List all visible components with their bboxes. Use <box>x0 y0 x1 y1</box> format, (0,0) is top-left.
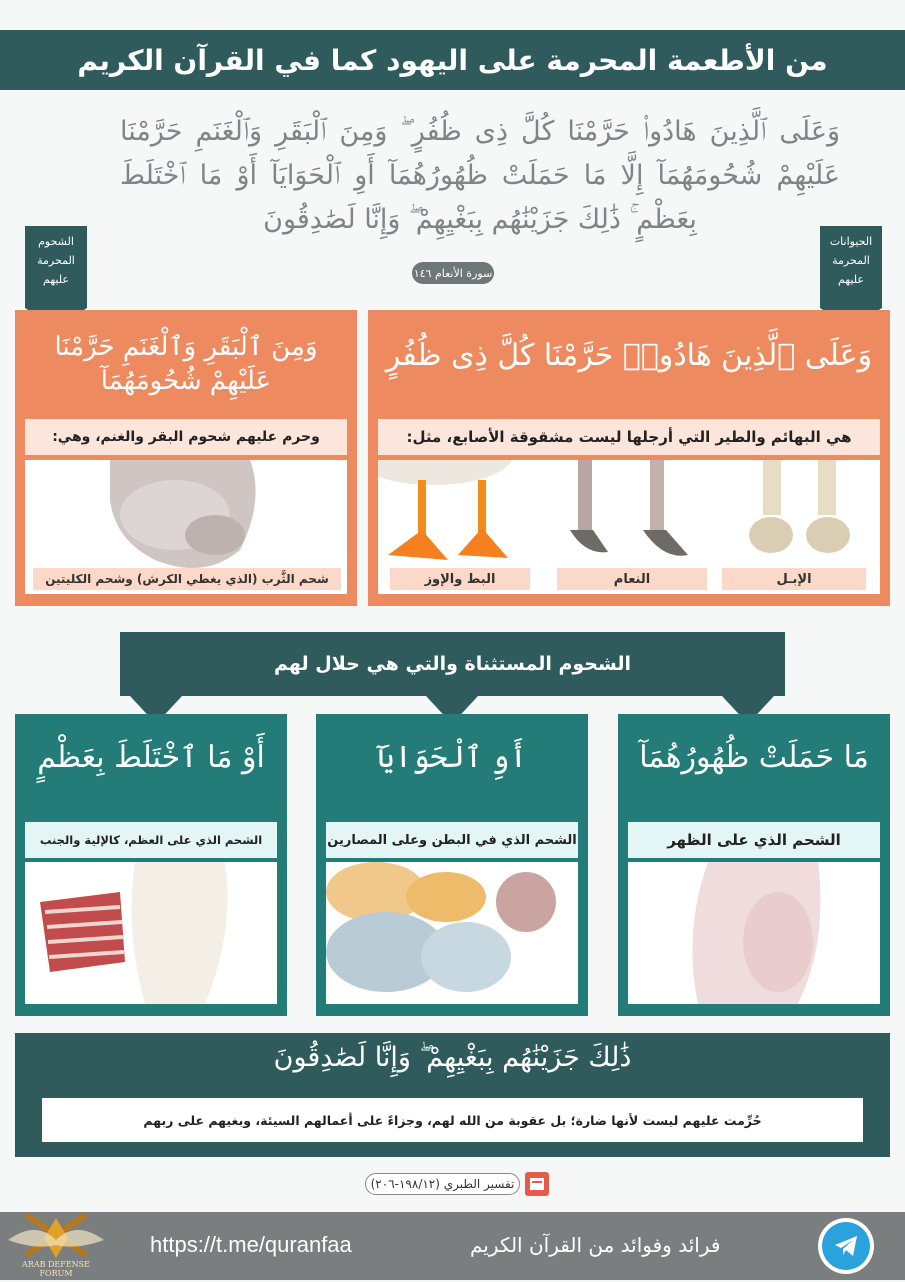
exceptions-title: الشحوم المستثناة والتي هي حلال لهم <box>120 632 785 696</box>
conclusion-text: حُرِّمت عليهم ليست لأنها ضارة؛ بل عقوبة من الله لهم، وجزاءً على أعمالهم السيئة، وبغيهم على ربهم <box>42 1098 863 1142</box>
logo-text: ARAB DEFENSE FORUM <box>22 1260 90 1278</box>
intestines-illustration <box>326 862 578 1004</box>
caption-ostrich: النعام <box>557 568 707 590</box>
telegram-icon <box>822 1222 870 1270</box>
flag-forbidden-fats <box>25 226 87 308</box>
intestines-fat-image <box>326 862 578 1004</box>
caption-duck-goose: البط والإوز <box>390 568 530 590</box>
source-citation: تفسير الطبري (١٩٨/١٢-٢٠٦) <box>365 1173 520 1195</box>
animals-subtitle: هي البهائم والطير التي أرجلها ليست مشقوقة الأصابع، مثل: <box>378 419 880 455</box>
footer-bar <box>0 1212 905 1280</box>
back-fat-image <box>628 862 880 1004</box>
exception-desc-back: الشحم الذي على الظهر <box>628 822 880 858</box>
fats-verse: وَمِنَ ٱلْبَقَرِ وَٱلْغَنَمِ حَرَّمْنَا عَلَيْهِمْ شُحُومَهُمَآ <box>54 332 318 396</box>
flag-label: الحيوانات المحرمة عليهم <box>829 235 873 286</box>
exception-verse-back: مَا حَمَلَتْ ظُهُورُهُمَآ <box>639 740 869 775</box>
exception-desc-bone: الشحم الذي على العظم، كالإلية والجنب <box>25 822 277 858</box>
caption-tripe-fat: شحم الثَّرب (الذي يغطي الكرش) وشحم الكليتين <box>33 568 341 590</box>
bone-fat-image <box>25 862 277 1004</box>
book-icon <box>525 1172 549 1196</box>
caption-camel: الإبـل <box>722 568 866 590</box>
surah-reference: سورة الأنعام ١٤٦ <box>412 262 494 284</box>
conclusion-verse: ذَٰلِكَ جَزَيْنَٰهُم بِبَغْيِهِمْ ۖ وَإِنَّا لَصَٰدِقُونَ <box>273 1042 632 1073</box>
exception-desc-intestines: الشحم الذي في البطن وعلى المصارين <box>326 822 578 858</box>
channel-link[interactable]: https://t.me/quranfaa <box>150 1232 352 1257</box>
exception-verse-intestines: أَوِ ٱلْحَوَايَآ <box>376 740 528 775</box>
telegram-button[interactable] <box>818 1218 874 1274</box>
quran-verse: وَعَلَى ٱلَّذِينَ هَادُوا۟ حَرَّمْنَا كُلَّ ذِى ظُفُرٍ ۖ وَمِنَ ٱلْبَقَرِ وَٱلْغَنَمِ حَرَّمْنَا عَلَيْهِمْ شُحُومَهُمَآ إِلَّا مَا حَمَلَتْ ظُهُورُهُمَآ أَوِ ٱلْحَوَايَآ أَوْ مَا ٱخْتَلَطَ بِعَظْمٍ ۚ ذَٰلِكَ جَزَيْنَٰهُم بِبَغْيِهِمْ ۖ وَإِنَّا لَصَٰدِقُونَ <box>120 116 840 235</box>
animals-verse: وَعَلَى ٱلَّذِينَ هَادُوا۟ حَرَّمْنَا كُلَّ ذِى ظُفُرٍ <box>385 338 873 373</box>
flag-label: الشحوم المحرمة عليهم <box>37 235 75 286</box>
bone-fat-illustration <box>25 862 277 1004</box>
exception-verse-bone: أَوْ مَا ٱخْتَلَطَ بِعَظْمٍ <box>37 740 265 775</box>
flag-forbidden-animals <box>820 226 882 308</box>
fats-subtitle: وحرم عليهم شحوم البقر والغنم، وهي: <box>25 419 347 455</box>
back-fat-illustration <box>628 862 880 1004</box>
page-title: من الأطعمة المحرمة على اليهود كما في القرآن الكريم <box>0 30 905 90</box>
forum-logo <box>6 1210 106 1278</box>
channel-name: فرائد وفوائد من القرآن الكريم <box>470 1233 721 1257</box>
